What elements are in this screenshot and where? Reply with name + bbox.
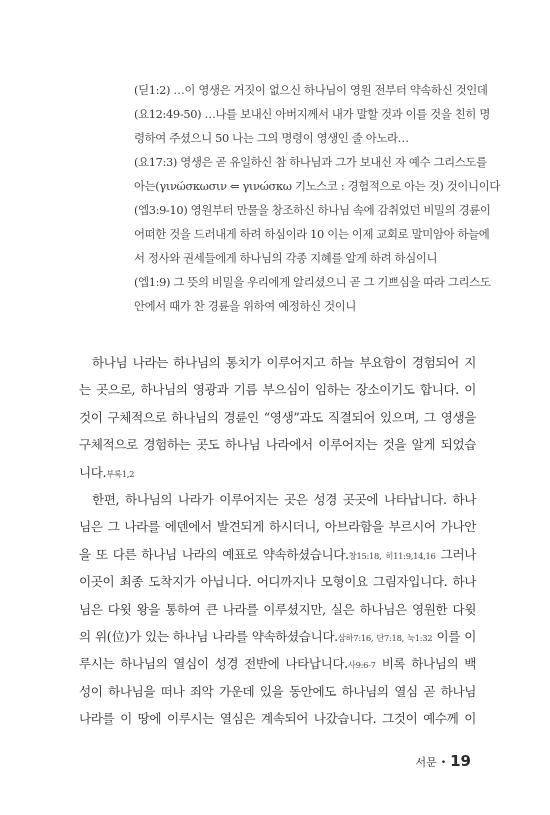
scripture-quotes [134, 78, 501, 318]
body-line [79, 541, 476, 568]
body-text-span: 을 또 다른 하나님 나라의 예표로 약속하셨습니다. [79, 546, 349, 562]
scripture-reference: 삼하7:16, 단7:18, 눅1:32 [337, 632, 433, 643]
quote-line: 서 정사와 권세들에게 하나님의 각종 지혜를 알게 하려 하심이니 [134, 251, 438, 265]
scripture-reference: 사9:6-7 [347, 660, 376, 671]
body-line: 는 곳으로, 하나님의 영광과 기름 부으심이 임하는 장소이기도 합니다. 이 [79, 382, 476, 398]
body-line: 님은 다윗 왕을 통하여 큰 나라를 이루셨지만, 실은 하나님은 영원한 다윗 [79, 601, 476, 617]
quote-line: 령하여 주셨으니 50 나는 그의 명령이 영생인 줄 아노라… [134, 131, 409, 145]
body-line: 하나님 나라는 하나님의 통치가 이루어지고 하늘 부요함이 경험되어 지 [92, 355, 476, 370]
body-line [79, 650, 476, 677]
body-text-span: 이를 이 [432, 628, 476, 644]
quote-line: (엡3:9-10) 영원부터 만물을 창조하신 하나님 속에 감취었던 비밀의 경륜이 [134, 203, 491, 217]
body-line: 한편, 하나님의 나라가 이루어지는 곳은 성경 곳곳에 나타납니다. 하나 [92, 491, 476, 507]
body-line: 성이 하나님을 떠나 죄악 가운데 있을 동안에도 하나님의 열심 곧 하나님 [79, 683, 476, 699]
body-line: 구체적으로 경험하는 곳도 하나님 나라에서 이루어지는 것을 알게 되었습 [79, 437, 476, 453]
section-label: 서문 [415, 756, 437, 769]
body-line: 님은 그 나라를 에덴에서 발견되게 하시더니, 아브라함을 부르시어 가나안 [79, 519, 476, 535]
body-line [79, 459, 476, 486]
body-text-span: 루시는 하나님의 열심이 성경 전반에 나타납니다. [79, 656, 348, 672]
quote-line: (요17:3) 영생은 곧 유일하신 참 하나님과 그가 보내신 자 예수 그리스도를 [134, 155, 487, 169]
bullet-separator: • [440, 758, 447, 768]
page-number: 19 [450, 752, 471, 770]
quote-line: 아는(γινώσκωσιν ⇐ γινώσκω 기노스코 : 경험적으로 아는 것) 것이니이다 [134, 179, 501, 193]
body-text-span: 니다. [79, 464, 107, 480]
quote-line: 안에서 때가 찬 경륜을 위하여 예정하신 것이니 [134, 299, 357, 313]
body-line [79, 623, 476, 650]
body-text [79, 349, 476, 732]
body-text-span: 의 위(位)가 있는 하나님 나라를 약속하셨습니다. [79, 628, 338, 644]
quote-line: (딛1:2) …이 영생은 거짓이 없으신 하나님이 영원 전부터 약속하신 것인데 [134, 83, 488, 97]
scripture-reference: 창15:18, 히11:9,14,16 [348, 550, 436, 561]
quote-line: (요12:49-50) …나를 보내신 아버지께서 내가 말할 것과 이를 것을 친히 명 [134, 107, 490, 121]
body-line: 것이 구체적으로 하나님의 경륜인 “영생”과도 직결되어 있으며, 그 영생을 [79, 409, 476, 425]
footnote-reference: 부록1,2 [106, 468, 135, 479]
page-footer [416, 752, 471, 770]
body-text-span: 그러나 [435, 546, 476, 562]
quote-line: 어떠한 것을 드러내게 하려 하심이라 10 이는 이제 교회로 말미암아 하늘에 [134, 227, 490, 241]
quote-line: (엡1:9) 그 뜻의 비밀을 우리에게 알리셨으니 곧 그 기쁘심을 따라 그리스도 [134, 275, 491, 289]
body-text-span: 비록 하나님의 백 [375, 656, 476, 672]
body-line: 나라를 이 땅에 이루시는 열심은 계속되어 나갔습니다. 그것이 예수께 이 [79, 711, 476, 727]
body-line: 이곳이 최종 도착지가 아닙니다. 어디까지나 모형이요 그림자입니다. 하나 [79, 574, 476, 590]
